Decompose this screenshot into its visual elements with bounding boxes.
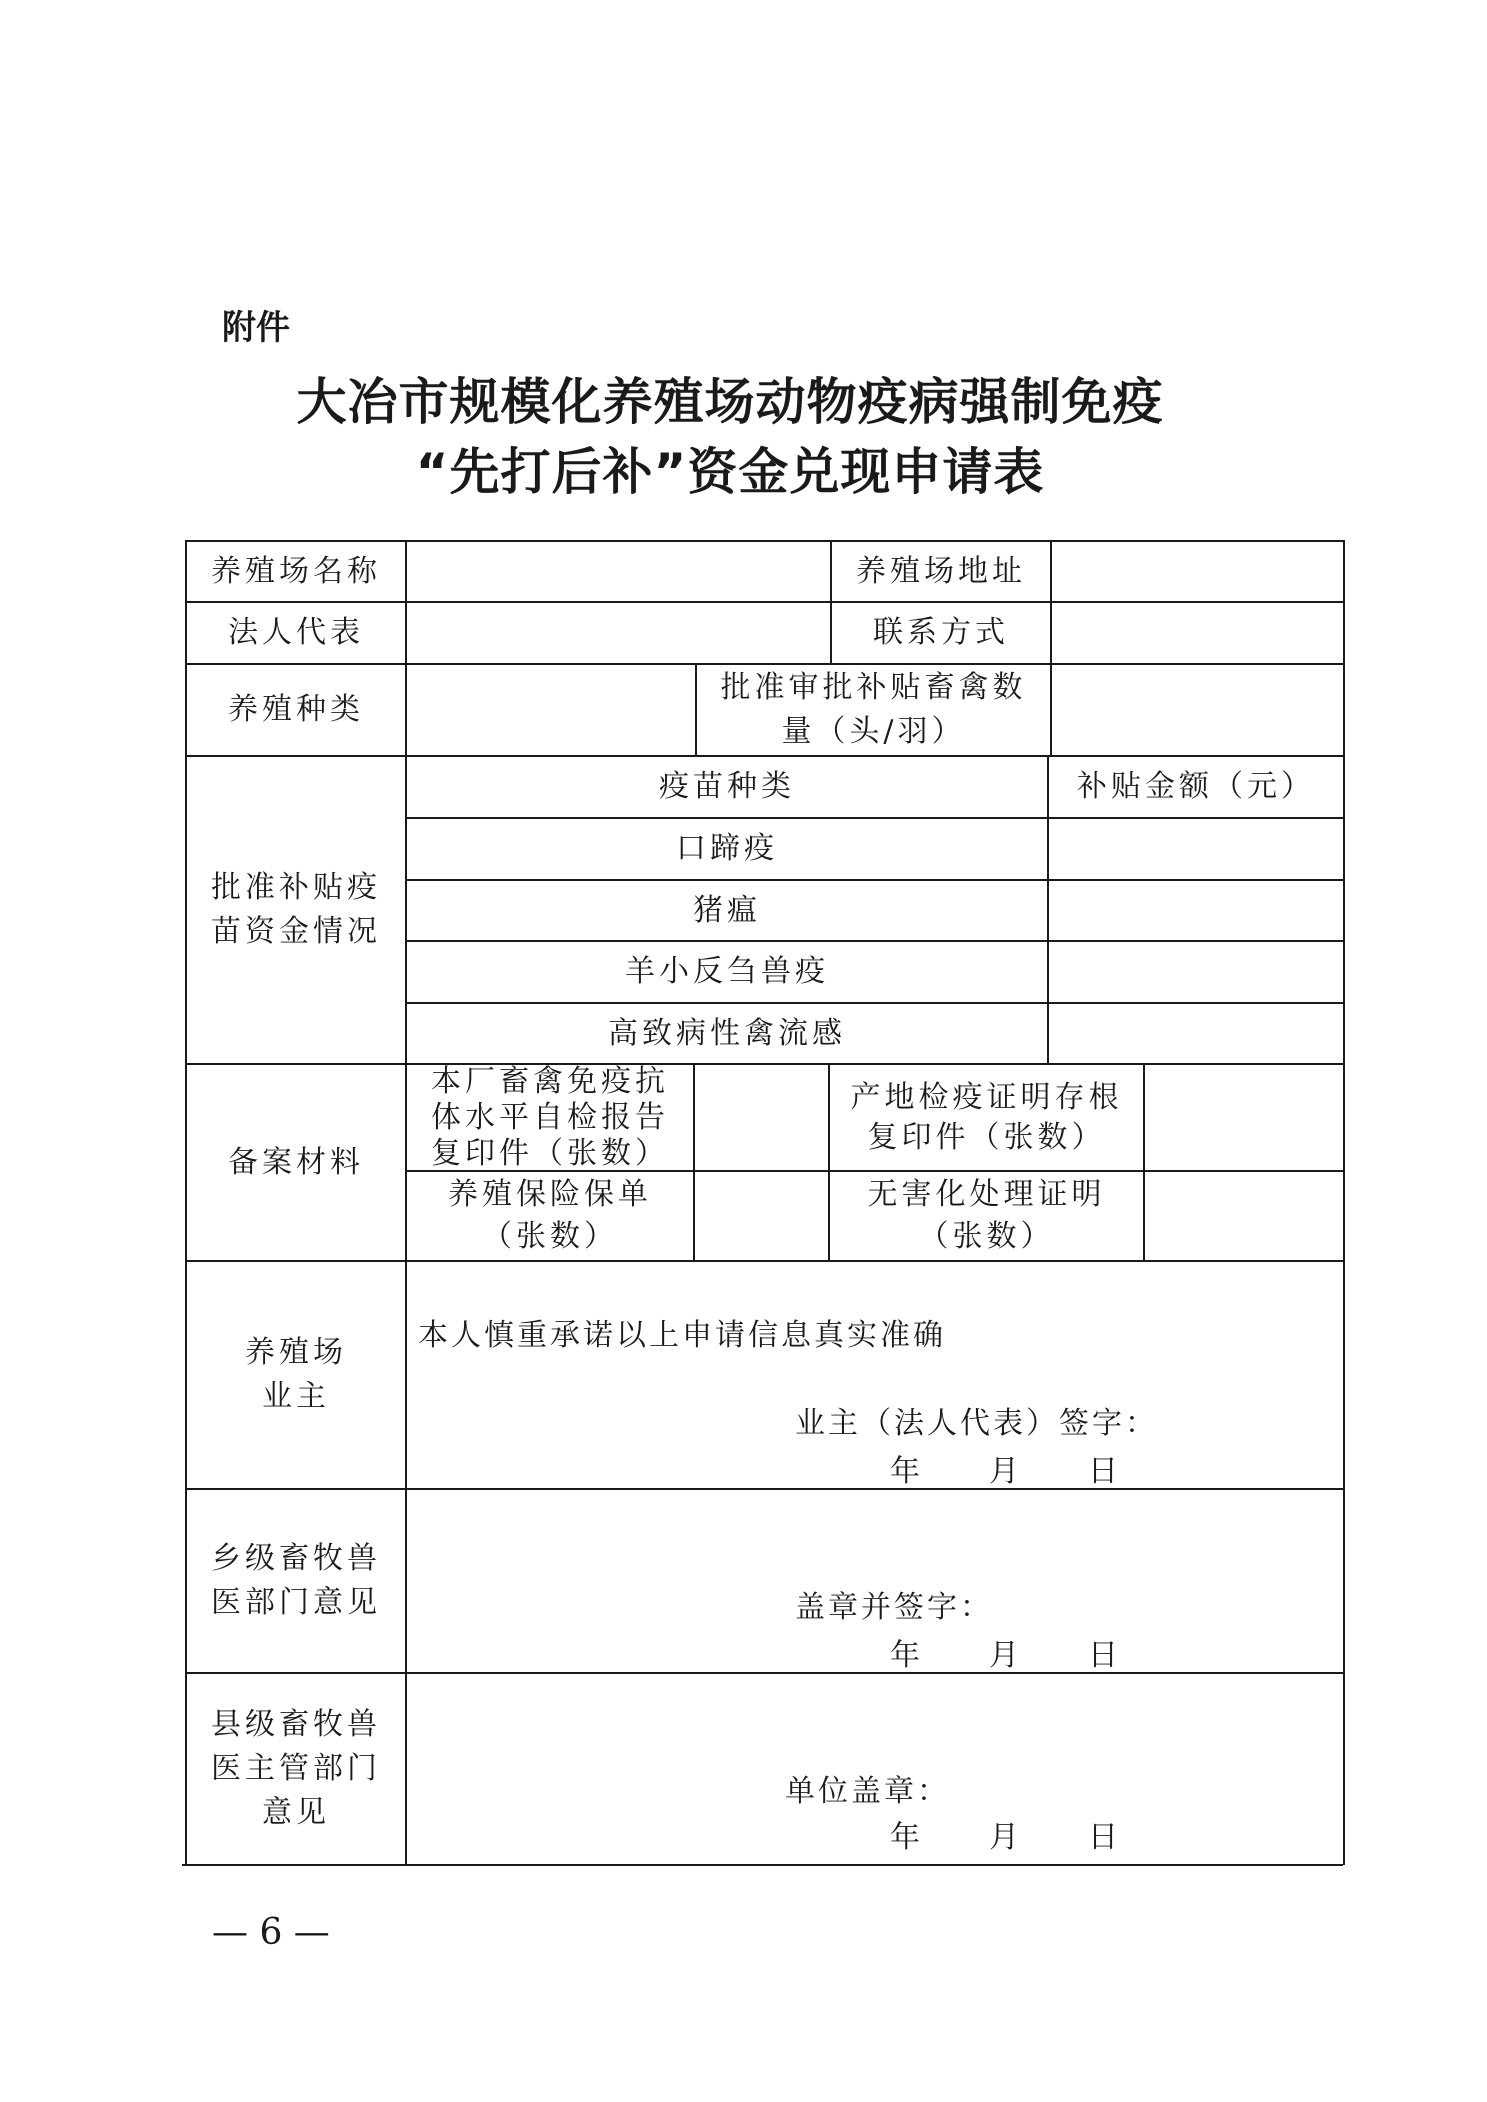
owner-label-line1: 养殖场 [245,1335,347,1370]
filing-label: 备案材料 [228,1144,364,1180]
township-label-line1: 乡级畜牧兽 [211,1541,381,1576]
species-label: 养殖种类 [228,692,364,727]
vaccine-amount-field[interactable] [1049,819,1343,879]
owner-pledge: 本人慎重承诺以上申请信息真实准确 [418,1318,946,1353]
vaccine-type-header: 疫苗种类 [659,769,795,804]
quarantine-cert-line1: 产地检疫证明存根 [850,1079,1123,1115]
vaccine-row-label: 猪瘟 [693,892,761,928]
owner-sign-label: 业主（法人代表）签字： [795,1406,1158,1441]
quarantine-cert-count-field[interactable] [1145,1065,1343,1170]
page-subtitle: “先打后补”资金兑现申请表 [415,443,1045,501]
contact-field[interactable] [1052,603,1343,663]
vaccine-row-label: 羊小反刍兽疫 [625,954,829,989]
vaccine-section-label-line1: 批准补贴疫 [211,870,381,905]
vaccine-amount-field[interactable] [1049,881,1343,940]
county-label-line1: 县级畜牧兽 [211,1707,381,1742]
county-label [187,1674,405,1864]
contact-label: 联系方式 [873,615,1009,650]
antibody-report-label [407,1065,693,1170]
harmless-label [830,1172,1143,1260]
county-label-line2: 医主管部门 [211,1751,381,1786]
vaccine-amount-field[interactable] [1049,942,1343,1002]
insurance-label [407,1172,693,1260]
owner-date: 年 月 日 [890,1454,1121,1489]
county-sign-label: 单位盖章： [785,1774,950,1809]
township-date: 年 月 日 [890,1638,1121,1673]
antibody-report-line1: 本厂畜禽免疫抗 [431,1063,669,1099]
approved-count-label [697,665,1050,755]
subsidy-amount-header: 补贴金额（元） [1077,769,1315,804]
vaccine-row-label: 高致病性禽流感 [608,1015,846,1051]
township-sign-label: 盖章并签字： [795,1590,993,1625]
harmless-line1: 无害化处理证明 [867,1177,1106,1212]
insurance-line2: （张数） [482,1219,618,1254]
vaccine-row-label: 口蹄疫 [676,831,778,866]
farm-name-label: 养殖场名称 [211,553,381,589]
county-label-line3: 意见 [262,1795,330,1830]
insurance-line1: 养殖保险保单 [448,1177,652,1212]
harmless-line2: （张数） [918,1219,1055,1254]
page-number: — 6 — [212,1912,330,1953]
approved-count-field[interactable] [1052,665,1343,755]
vaccine-section-label-line2: 苗资金情况 [211,914,381,949]
antibody-report-line3: 复印件（张数） [431,1135,669,1171]
approved-count-label-line2: 量（头/羽） [781,714,966,749]
antibody-report-count-field[interactable] [695,1065,828,1170]
township-label [187,1490,405,1672]
vaccine-section-label [187,757,405,1063]
owner-label-line2: 业主 [262,1379,330,1414]
legal-rep-field[interactable] [407,603,830,663]
page-title: 大冶市规模化养殖场动物疫病强制免疫 [296,373,1164,431]
township-label-line2: 医部门意见 [211,1585,381,1620]
farm-address-field[interactable] [1052,542,1343,601]
approved-count-label-line1: 批准审批补贴畜禽数 [720,670,1027,705]
attachment-label: 附件 [222,308,290,348]
legal-rep-label: 法人代表 [228,615,364,650]
quarantine-cert-label [830,1065,1143,1170]
owner-label [187,1262,405,1488]
insurance-count-field[interactable] [695,1172,828,1260]
harmless-count-field[interactable] [1145,1172,1343,1260]
antibody-report-line2: 体水平自检报告 [431,1099,669,1135]
farm-name-field[interactable] [407,542,830,601]
county-date: 年 月 日 [890,1820,1121,1855]
vaccine-amount-field[interactable] [1049,1004,1343,1063]
species-field[interactable] [407,665,695,755]
quarantine-cert-line2: 复印件（张数） [867,1119,1106,1155]
farm-address-label: 养殖场地址 [856,553,1026,589]
